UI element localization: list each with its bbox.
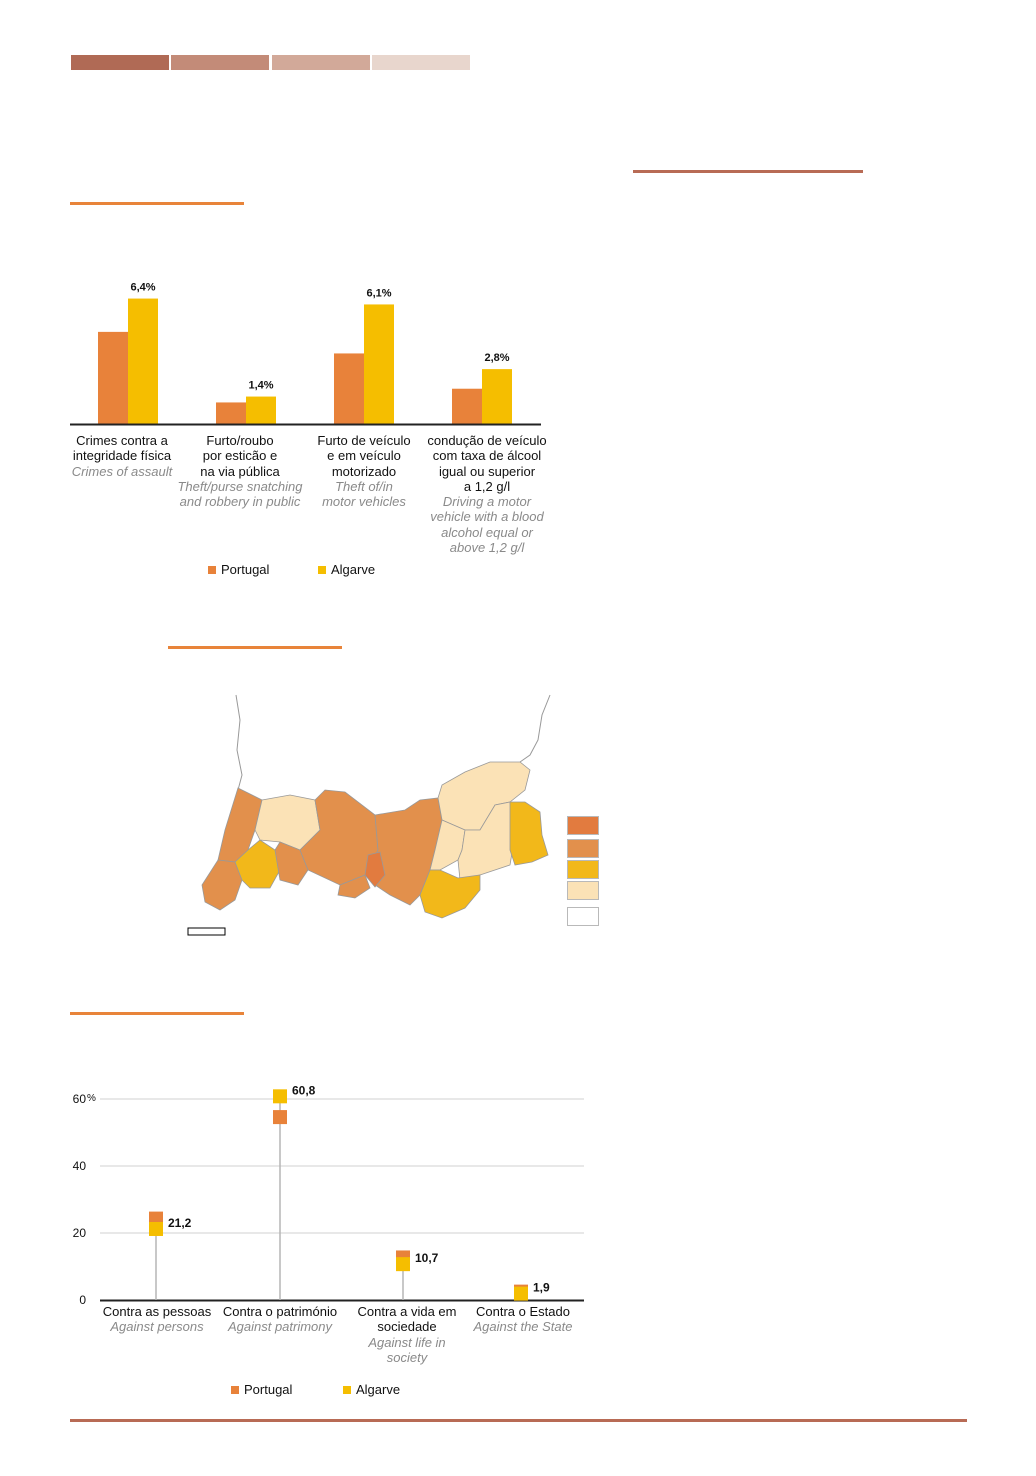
portugal-swatch bbox=[231, 1386, 239, 1394]
bar-portugal-4 bbox=[452, 389, 482, 424]
bar-category-4-pt-line3: igual ou superior bbox=[438, 463, 536, 479]
bar-legend-portugal bbox=[208, 562, 269, 577]
bar-legend-algarve bbox=[318, 562, 375, 577]
algarve-swatch bbox=[318, 566, 326, 574]
bar-category-2-pt-line1: Furto/roubo bbox=[206, 433, 274, 448]
bar-category-3-en-line1: Theft of/in bbox=[335, 478, 393, 494]
bar-category-4-en-line4: above 1,2 g/l bbox=[449, 540, 525, 556]
bar-algarve-2 bbox=[246, 397, 276, 424]
dot-y-unit: % bbox=[87, 1093, 96, 1104]
section-rule-2 bbox=[168, 646, 342, 649]
dot-category-3-en-line1: Against life in bbox=[368, 1334, 446, 1350]
dot-category-4-pt-line1: Contra o Estado bbox=[476, 1304, 570, 1319]
map-outline-east bbox=[520, 695, 550, 762]
dot-category-2-pt-line1: Contra o património bbox=[222, 1304, 338, 1319]
dot-data-label-2: 60,8 bbox=[292, 1083, 316, 1098]
dot-category-3-en-line2: society bbox=[386, 1349, 428, 1365]
dot-category-2-en-line1: Against patrimony bbox=[227, 1319, 333, 1335]
right-column-rule bbox=[633, 170, 863, 173]
bar-category-2-en-line2: and robbery in public bbox=[179, 494, 301, 510]
dot-chart bbox=[0, 1070, 620, 1315]
bar-category-4-en-line1: Driving a motor bbox=[442, 494, 532, 510]
bar-algarve-4 bbox=[482, 369, 512, 424]
dot-y-tick-0: 0 bbox=[79, 1293, 86, 1307]
dot-legend-portugal-label: Portugal bbox=[244, 1382, 293, 1397]
bar-data-label-2: 1,4% bbox=[248, 379, 274, 392]
dot-y-tick-40: 40 bbox=[72, 1159, 86, 1173]
dot-data-label-4: 1,9 bbox=[533, 1280, 550, 1295]
bar-category-1-pt-line2: integridade física bbox=[72, 448, 172, 464]
map-region-vila-do-bispo bbox=[202, 860, 242, 910]
bar-chart bbox=[0, 0, 620, 440]
bar-algarve-3 bbox=[364, 304, 394, 424]
bar-category-4-pt-line4: a 1,2 g/l bbox=[463, 478, 511, 494]
dot-legend-algarve bbox=[343, 1382, 400, 1397]
portugal-swatch bbox=[208, 566, 216, 574]
bar-data-label-3: 6,1% bbox=[366, 287, 392, 300]
map-region-faro bbox=[420, 870, 480, 918]
dot-category-4-en-line1: Against the State bbox=[473, 1319, 573, 1335]
bar-portugal-1 bbox=[98, 332, 128, 424]
bar-category-2-pt-line3: na via pública bbox=[200, 463, 280, 479]
bar-category-3-en-line2: motor vehicles bbox=[322, 494, 406, 510]
map-legend-class-4 bbox=[567, 881, 599, 900]
map-region-castro-marim bbox=[510, 802, 548, 865]
bar-category-2 bbox=[170, 433, 310, 509]
footer-rule bbox=[70, 1419, 967, 1422]
bar-category-3-pt-line3: motorizado bbox=[331, 463, 397, 479]
bar-category-2-pt-line2: por esticão e bbox=[202, 448, 278, 464]
bar-category-4-pt-line1: condução de veículo bbox=[427, 433, 547, 448]
dot-category-1-pt-line1: Contra as pessoas bbox=[102, 1304, 212, 1319]
dot-category-4 bbox=[453, 1304, 593, 1335]
map-legend-class-5 bbox=[567, 907, 599, 926]
bar-category-4-pt-line2: com taxa de álcool bbox=[432, 448, 542, 464]
bar-algarve-1 bbox=[128, 299, 158, 424]
section-rule-3 bbox=[70, 1012, 244, 1015]
dot-marker-algarve-1 bbox=[149, 1222, 163, 1236]
bar-category-4-en-line3: alcohol equal or bbox=[441, 524, 533, 540]
dot-category-1 bbox=[87, 1304, 227, 1335]
bar-legend-algarve-label: Algarve bbox=[331, 562, 376, 577]
map-scale-bar bbox=[188, 928, 225, 935]
dot-marker-algarve-2 bbox=[273, 1089, 287, 1103]
dot-data-label-3: 10,7 bbox=[415, 1251, 439, 1266]
dot-marker-algarve-4 bbox=[514, 1287, 528, 1301]
dot-category-1-en-line1: Against persons bbox=[110, 1319, 204, 1335]
bar-data-label-1: 6,4% bbox=[130, 281, 156, 294]
bar-category-3-pt-line2: e em veículo bbox=[327, 448, 401, 464]
dot-category-3-pt-line2: sociedade bbox=[377, 1319, 437, 1335]
dot-marker-portugal-2 bbox=[273, 1110, 287, 1124]
bar-category-4 bbox=[412, 433, 562, 555]
map-legend-class-3 bbox=[567, 860, 599, 879]
bar-data-label-4: 2,8% bbox=[484, 352, 510, 365]
algarve-municipality-map bbox=[180, 690, 560, 940]
dot-y-tick-20: 20 bbox=[72, 1226, 86, 1240]
bar-category-1-pt-line1: Crimes contra a bbox=[76, 433, 168, 448]
bar-portugal-3 bbox=[334, 353, 364, 424]
dot-data-label-1: 21,2 bbox=[168, 1215, 192, 1230]
dot-marker-algarve-3 bbox=[396, 1257, 410, 1271]
bar-category-3-pt-line1: Furto de veículo bbox=[317, 433, 411, 448]
map-legend-class-2 bbox=[567, 839, 599, 858]
bar-category-4-en-line2: vehicle with a blood bbox=[430, 509, 544, 525]
bar-portugal-2 bbox=[216, 402, 246, 424]
dot-legend-portugal bbox=[231, 1382, 292, 1397]
bar-legend-portugal-label: Portugal bbox=[221, 562, 270, 577]
bar-category-1-en-line1: Crimes of assault bbox=[71, 463, 173, 479]
map-legend-class-1 bbox=[567, 816, 599, 835]
dot-category-2 bbox=[210, 1304, 350, 1335]
dot-y-tick-60: 60 bbox=[72, 1092, 86, 1106]
bar-category-2-en-line1: Theft/purse snatching bbox=[177, 478, 303, 494]
map-outline-west bbox=[236, 695, 242, 790]
dot-category-3-pt-line1: Contra a vida em bbox=[357, 1304, 457, 1319]
algarve-swatch bbox=[343, 1386, 351, 1394]
dot-legend-algarve-label: Algarve bbox=[356, 1382, 401, 1397]
